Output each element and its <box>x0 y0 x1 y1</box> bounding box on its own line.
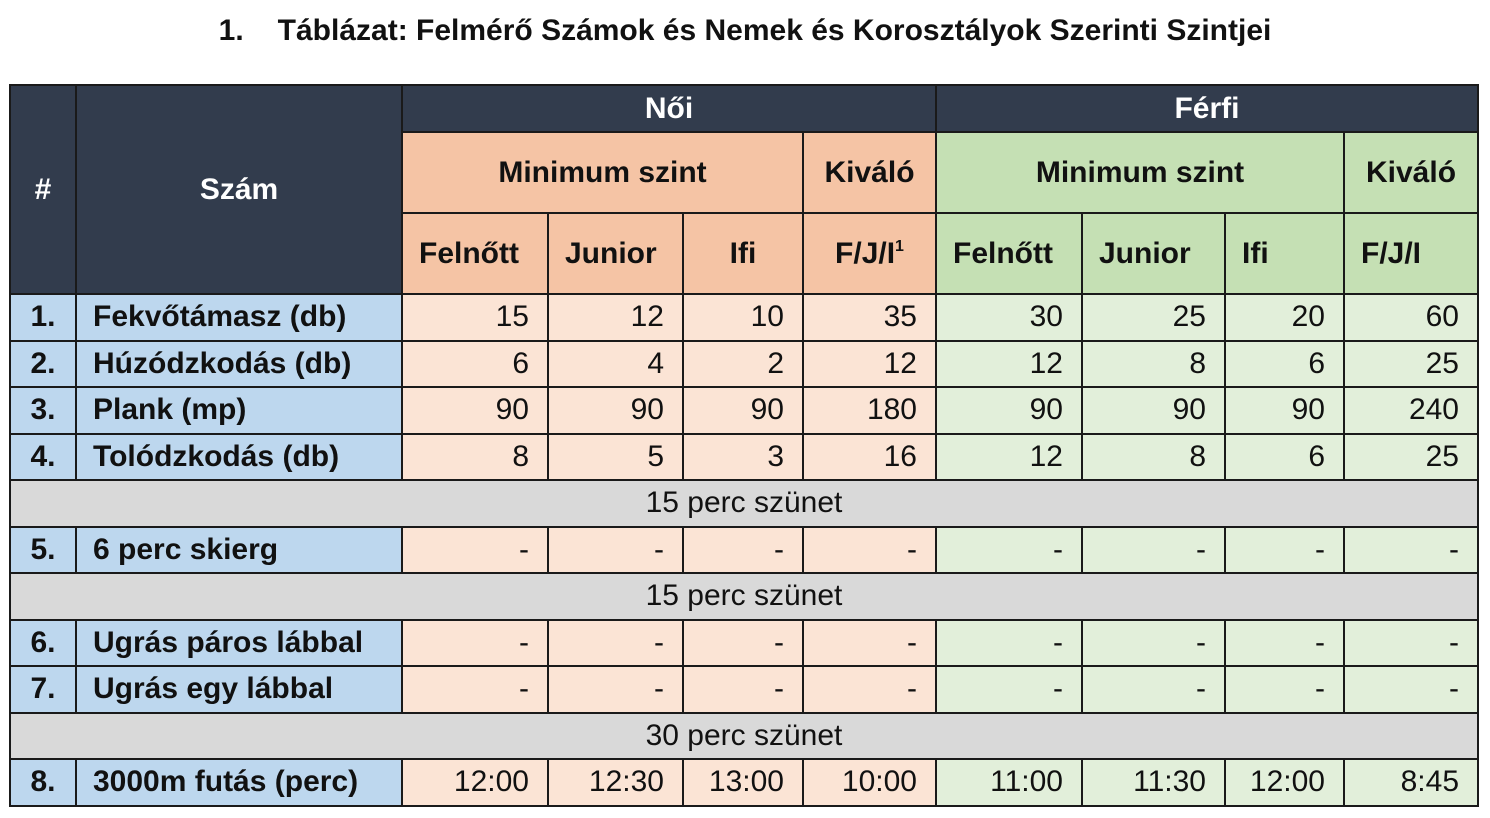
header-szam: Szám <box>76 85 402 294</box>
table-row <box>10 294 1478 341</box>
noi-value-cell: 16 <box>803 434 936 481</box>
row-number: 3. <box>10 387 76 434</box>
header-noi-felnott: Felnőtt <box>402 213 548 294</box>
row-exercise-name: Ugrás páros lábbal <box>76 620 402 667</box>
header-noi-kivalo: Kiváló <box>803 132 936 213</box>
row-exercise-name: 3000m futás (perc) <box>76 759 402 806</box>
noi-value-cell: 12:00 <box>402 759 548 806</box>
ferfi-value-cell: 25 <box>1082 294 1225 341</box>
row-exercise-name: Húzódzkodás (db) <box>76 341 402 388</box>
ferfi-value-cell: 8:45 <box>1344 759 1478 806</box>
header-ferfi-felnott: Felnőtt <box>936 213 1082 294</box>
noi-value-cell: - <box>683 527 803 574</box>
noi-value-cell: 12:30 <box>548 759 683 806</box>
ferfi-value-cell: 11:00 <box>936 759 1082 806</box>
break-row <box>10 713 1478 760</box>
ferfi-value-cell: 8 <box>1082 434 1225 481</box>
table-row <box>10 666 1478 713</box>
header-ferfi-minimum: Minimum szint <box>936 132 1344 213</box>
noi-value-cell: - <box>548 666 683 713</box>
header-noi-fji <box>803 213 936 294</box>
header-noi: Női <box>402 85 936 132</box>
row-exercise-name: Fekvőtámasz (db) <box>76 294 402 341</box>
table-caption <box>0 14 1490 48</box>
noi-value-cell: 12 <box>803 341 936 388</box>
row-number: 7. <box>10 666 76 713</box>
noi-value-cell: 90 <box>402 387 548 434</box>
noi-value-cell: - <box>683 620 803 667</box>
table-header <box>10 85 1478 294</box>
row-number: 1. <box>10 294 76 341</box>
noi-value-cell: - <box>683 666 803 713</box>
table-row <box>10 620 1478 667</box>
noi-value-cell: 5 <box>548 434 683 481</box>
header-ferfi-fji: F/J/I <box>1344 213 1478 294</box>
noi-value-cell: 10 <box>683 294 803 341</box>
ferfi-value-cell: 6 <box>1225 434 1344 481</box>
ferfi-value-cell: 12:00 <box>1225 759 1344 806</box>
noi-value-cell: - <box>803 620 936 667</box>
noi-value-cell: 10:00 <box>803 759 936 806</box>
row-number: 6. <box>10 620 76 667</box>
ferfi-value-cell: - <box>1225 666 1344 713</box>
row-exercise-name: 6 perc skierg <box>76 527 402 574</box>
noi-value-cell: 12 <box>548 294 683 341</box>
ferfi-value-cell: 30 <box>936 294 1082 341</box>
noi-value-cell: - <box>803 666 936 713</box>
ferfi-value-cell: - <box>936 620 1082 667</box>
ferfi-value-cell: - <box>1344 620 1478 667</box>
noi-value-cell: 180 <box>803 387 936 434</box>
ferfi-value-cell: - <box>936 527 1082 574</box>
table-row <box>10 387 1478 434</box>
table-body <box>10 294 1478 806</box>
ferfi-value-cell: 25 <box>1344 341 1478 388</box>
ferfi-value-cell: 12 <box>936 341 1082 388</box>
ferfi-value-cell: 12 <box>936 434 1082 481</box>
ferfi-value-cell: 8 <box>1082 341 1225 388</box>
break-cell: 30 perc szünet <box>10 713 1478 760</box>
noi-value-cell: 35 <box>803 294 936 341</box>
noi-value-cell: - <box>402 666 548 713</box>
header-hash: # <box>10 85 76 294</box>
ferfi-value-cell: - <box>1082 527 1225 574</box>
ferfi-value-cell: 90 <box>1082 387 1225 434</box>
noi-value-cell: - <box>803 527 936 574</box>
header-noi-minimum: Minimum szint <box>402 132 803 213</box>
noi-value-cell: 3 <box>683 434 803 481</box>
header-ferfi-junior: Junior <box>1082 213 1225 294</box>
header-ferfi: Férfi <box>936 85 1478 132</box>
table-row <box>10 434 1478 481</box>
ferfi-value-cell: - <box>1344 527 1478 574</box>
caption-number: 1. <box>218 14 244 47</box>
noi-value-cell: 13:00 <box>683 759 803 806</box>
noi-value-cell: 6 <box>402 341 548 388</box>
header-noi-fji-label: F/J/I <box>835 236 896 270</box>
ferfi-value-cell: 240 <box>1344 387 1478 434</box>
noi-value-cell: 8 <box>402 434 548 481</box>
ferfi-value-cell: 90 <box>1225 387 1344 434</box>
noi-value-cell: - <box>402 527 548 574</box>
noi-value-cell: 4 <box>548 341 683 388</box>
row-number: 8. <box>10 759 76 806</box>
footnote-marker: 1 <box>895 237 904 255</box>
header-noi-junior: Junior <box>548 213 683 294</box>
noi-value-cell: 15 <box>402 294 548 341</box>
ferfi-value-cell: - <box>1225 620 1344 667</box>
noi-value-cell: 2 <box>683 341 803 388</box>
ferfi-value-cell: - <box>1225 527 1344 574</box>
ferfi-value-cell: - <box>1082 620 1225 667</box>
row-exercise-name: Tolódzkodás (db) <box>76 434 402 481</box>
ferfi-value-cell: 90 <box>936 387 1082 434</box>
table-row <box>10 759 1478 806</box>
noi-value-cell: - <box>548 620 683 667</box>
noi-value-cell: - <box>402 620 548 667</box>
row-number: 5. <box>10 527 76 574</box>
row-number: 4. <box>10 434 76 481</box>
break-cell: 15 perc szünet <box>10 480 1478 527</box>
table-row <box>10 341 1478 388</box>
ferfi-value-cell: 25 <box>1344 434 1478 481</box>
noi-value-cell: 90 <box>683 387 803 434</box>
row-exercise-name: Ugrás egy lábbal <box>76 666 402 713</box>
ferfi-value-cell: 20 <box>1225 294 1344 341</box>
break-cell: 15 perc szünet <box>10 573 1478 620</box>
ferfi-value-cell: 6 <box>1225 341 1344 388</box>
ferfi-value-cell: 60 <box>1344 294 1478 341</box>
ferfi-value-cell: - <box>936 666 1082 713</box>
levels-table <box>9 84 1479 807</box>
break-row <box>10 480 1478 527</box>
header-noi-ifi: Ifi <box>683 213 803 294</box>
noi-value-cell: - <box>548 527 683 574</box>
row-exercise-name: Plank (mp) <box>76 387 402 434</box>
caption-text: Táblázat: Felmérő Számok és Nemek és Korosztályok Szerinti Szintjei <box>277 14 1272 47</box>
break-row <box>10 573 1478 620</box>
table-row <box>10 527 1478 574</box>
ferfi-value-cell: - <box>1344 666 1478 713</box>
ferfi-value-cell: - <box>1082 666 1225 713</box>
header-ferfi-kivalo: Kiváló <box>1344 132 1478 213</box>
row-number: 2. <box>10 341 76 388</box>
noi-value-cell: 90 <box>548 387 683 434</box>
ferfi-value-cell: 11:30 <box>1082 759 1225 806</box>
header-ferfi-ifi: Ifi <box>1225 213 1344 294</box>
